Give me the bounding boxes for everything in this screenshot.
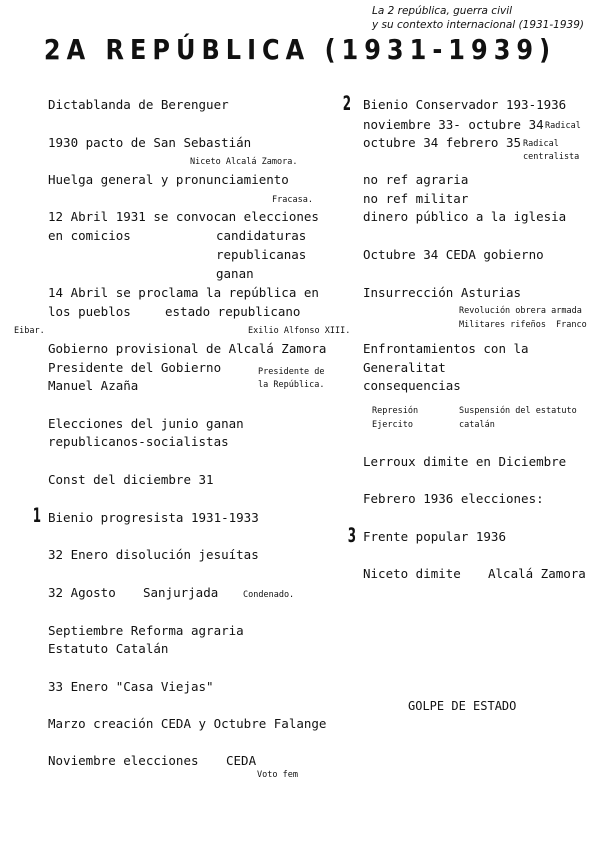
note-line: Sanjurjada <box>143 585 219 600</box>
note-line: estado republicano <box>165 304 301 319</box>
note-line: Frente popular 1936 <box>363 529 506 544</box>
note-line: Septiembre Reforma agraria <box>48 623 244 638</box>
page-title: 2A REPÚBLICA (1931-1939) <box>43 33 557 67</box>
section-number: 2 <box>342 92 352 116</box>
side-note: catalán <box>459 420 495 430</box>
note-line: Presidente del Gobierno <box>48 360 222 375</box>
subtitle-line-1: La 2 república, guerra civil <box>372 5 513 17</box>
subtitle-line-2: y su contexto internacional (1931-1939) <box>372 19 584 31</box>
note-line: 14 Abril se proclama la república en <box>48 285 319 300</box>
note-line: CEDA <box>226 753 257 768</box>
note-line: 32 Enero disolución jesuítas <box>48 547 259 562</box>
note-line: Noviembre elecciones <box>48 753 199 768</box>
note-line: 12 Abril 1931 se convocan elecciones <box>48 209 319 224</box>
side-note: Represión <box>372 406 419 416</box>
side-note: Condenado. <box>243 590 295 600</box>
subtitle <box>372 4 584 32</box>
note-line: noviembre 33- octubre 34 <box>363 117 544 132</box>
note-line: 1930 pacto de San Sebastián <box>48 135 252 150</box>
side-note: Presidente de <box>258 367 325 377</box>
side-note: Exilio Alfonso XIII. <box>248 326 351 336</box>
note-line: Bienio progresista 1931-1933 <box>48 510 259 525</box>
note-line: no ref militar <box>363 191 469 206</box>
note-line: en comicios <box>48 228 131 243</box>
note-line: no ref agraria <box>363 172 469 187</box>
note-line: Octubre 34 CEDA gobierno <box>363 247 544 262</box>
side-note: Ejercito <box>372 420 413 430</box>
note-line: Estatuto Catalán <box>48 641 169 656</box>
note-line: Generalitat <box>363 360 446 375</box>
side-note: Franco <box>556 320 587 330</box>
side-note: Voto fem <box>257 770 298 780</box>
note-line: republicanas <box>216 247 307 262</box>
note-line: Febrero 1936 elecciones: <box>363 491 544 506</box>
note-line: Alcalá Zamora <box>488 566 586 581</box>
note-line: Const del diciembre 31 <box>48 472 214 487</box>
note-line: Enfrontamientos con la <box>363 341 529 356</box>
note-line: Marzo creación CEDA y Octubre Falange <box>48 716 327 731</box>
side-note: Radical <box>523 139 559 149</box>
note-line: consequencias <box>363 378 461 393</box>
note-line: GOLPE DE ESTADO <box>408 699 517 713</box>
note-line: Manuel Azaña <box>48 378 139 393</box>
note-line: Elecciones del junio ganan <box>48 416 244 431</box>
note-line: Lerroux dimite en Diciembre <box>363 454 567 469</box>
note-line: dinero público a la iglesia <box>363 209 567 224</box>
note-line: 32 Agosto <box>48 585 116 600</box>
note-line: candidaturas <box>216 228 307 243</box>
note-line: 33 Enero "Casa Viejas" <box>48 679 214 694</box>
note-line: Insurrección Asturias <box>363 285 522 300</box>
side-note: Fracasa. <box>272 195 313 205</box>
side-note: Suspensión del estatuto <box>459 406 577 416</box>
side-note: la República. <box>258 380 325 390</box>
side-note: Militares rifeños <box>459 320 546 330</box>
side-note: Radical <box>545 121 581 131</box>
side-note: Eibar. <box>14 326 45 336</box>
note-line: los pueblos <box>48 304 131 319</box>
note-line: ganan <box>216 266 254 281</box>
side-note: centralista <box>523 152 580 162</box>
note-line: Dictablanda de Berenguer <box>48 97 229 112</box>
note-line: Huelga general y pronunciamiento <box>48 172 289 187</box>
note-line: republicanos-socialistas <box>48 434 229 449</box>
section-number: 1 <box>32 504 42 528</box>
note-line: Bienio Conservador 193-1936 <box>363 97 567 112</box>
note-line: Gobierno provisional de Alcalá Zamora <box>48 341 327 356</box>
side-note: Revolución obrera armada <box>459 306 582 316</box>
note-line: Niceto dimite <box>363 566 461 581</box>
note-line: octubre 34 febrero 35 <box>363 135 522 150</box>
side-note: Niceto Alcalá Zamora. <box>190 157 298 167</box>
section-number: 3 <box>347 524 357 548</box>
